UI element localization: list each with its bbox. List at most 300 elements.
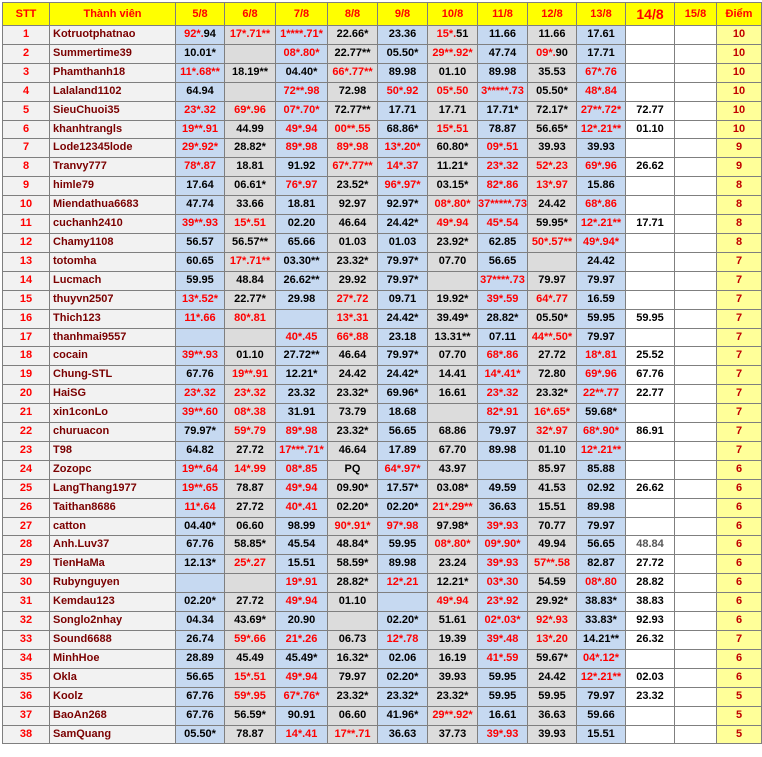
cell-member[interactable]: himle79 xyxy=(50,177,176,196)
cell-prediction[interactable] xyxy=(225,404,276,423)
cell-prediction[interactable] xyxy=(176,385,225,404)
cell-prediction[interactable] xyxy=(478,593,528,612)
cell-prediction[interactable] xyxy=(176,177,225,196)
cell-prediction[interactable] xyxy=(577,271,626,290)
cell-prediction[interactable] xyxy=(478,158,528,177)
cell-prediction[interactable] xyxy=(577,479,626,498)
cell-prediction[interactable] xyxy=(378,574,428,593)
cell-points[interactable]: 6 xyxy=(717,460,762,479)
cell-current-day[interactable] xyxy=(626,233,675,252)
cell-prediction[interactable] xyxy=(528,44,577,63)
cell-member[interactable]: Songlo2nhay xyxy=(50,612,176,631)
cell-prediction[interactable] xyxy=(225,649,276,668)
cell-points[interactable]: 9 xyxy=(717,139,762,158)
cell-prediction[interactable] xyxy=(478,290,528,309)
cell-member[interactable]: cuchanh2410 xyxy=(50,215,176,234)
cell-prediction[interactable] xyxy=(276,574,328,593)
cell-prediction[interactable] xyxy=(225,44,276,63)
cell-prediction[interactable] xyxy=(528,347,577,366)
cell-prediction[interactable] xyxy=(577,687,626,706)
cell-prediction[interactable] xyxy=(176,631,225,650)
cell-prediction[interactable] xyxy=(478,649,528,668)
cell-prediction[interactable] xyxy=(577,649,626,668)
cell-prediction[interactable] xyxy=(328,120,378,139)
cell-stt[interactable]: 12 xyxy=(3,233,50,252)
cell-prediction[interactable] xyxy=(176,196,225,215)
cell-member[interactable]: Lode12345lode xyxy=(50,139,176,158)
cell-prediction[interactable] xyxy=(225,196,276,215)
header-date[interactable]: 5/8 xyxy=(176,3,225,26)
cell-current-day[interactable] xyxy=(626,290,675,309)
cell-prediction[interactable] xyxy=(176,347,225,366)
cell-stt[interactable]: 18 xyxy=(3,347,50,366)
cell-prediction[interactable] xyxy=(225,347,276,366)
cell-stt[interactable]: 24 xyxy=(3,460,50,479)
cell-member[interactable]: Rubynguyen xyxy=(50,574,176,593)
cell-prediction[interactable] xyxy=(225,460,276,479)
header-date[interactable]: 13/8 xyxy=(577,3,626,26)
cell-prediction[interactable] xyxy=(478,385,528,404)
cell-prediction[interactable] xyxy=(328,612,378,631)
cell-prediction[interactable] xyxy=(428,44,478,63)
cell-current-day[interactable]: 17.71 xyxy=(626,215,675,234)
cell-prediction[interactable] xyxy=(225,441,276,460)
cell-prediction[interactable] xyxy=(528,82,577,101)
cell-stt[interactable]: 26 xyxy=(3,498,50,517)
cell-points[interactable]: 7 xyxy=(717,385,762,404)
cell-points[interactable]: 9 xyxy=(717,158,762,177)
cell-prediction[interactable] xyxy=(577,101,626,120)
cell-points[interactable]: 6 xyxy=(717,612,762,631)
cell-prediction[interactable] xyxy=(577,574,626,593)
cell-current-day[interactable]: 38.83 xyxy=(626,593,675,612)
cell-current-day[interactable] xyxy=(626,441,675,460)
cell-points[interactable]: 10 xyxy=(717,26,762,45)
cell-prediction[interactable] xyxy=(478,347,528,366)
cell-prediction[interactable] xyxy=(577,328,626,347)
cell-prediction[interactable] xyxy=(577,177,626,196)
cell-prediction[interactable] xyxy=(378,252,428,271)
cell-prediction[interactable] xyxy=(378,196,428,215)
cell-points[interactable]: 6 xyxy=(717,498,762,517)
cell-prediction[interactable] xyxy=(577,555,626,574)
cell-empty[interactable] xyxy=(675,328,717,347)
cell-empty[interactable] xyxy=(675,574,717,593)
cell-prediction[interactable] xyxy=(176,517,225,536)
cell-prediction[interactable] xyxy=(478,612,528,631)
cell-current-day[interactable]: 67.76 xyxy=(626,366,675,385)
cell-prediction[interactable] xyxy=(176,574,225,593)
header-date[interactable]: 15/8 xyxy=(675,3,717,26)
header-date[interactable]: 7/8 xyxy=(276,3,328,26)
cell-prediction[interactable] xyxy=(176,725,225,744)
cell-prediction[interactable] xyxy=(225,631,276,650)
cell-prediction[interactable] xyxy=(478,517,528,536)
cell-empty[interactable] xyxy=(675,706,717,725)
cell-prediction[interactable] xyxy=(276,385,328,404)
cell-prediction[interactable] xyxy=(276,252,328,271)
cell-member[interactable]: Chamy1108 xyxy=(50,233,176,252)
cell-current-day[interactable]: 86.91 xyxy=(626,423,675,442)
cell-prediction[interactable] xyxy=(176,82,225,101)
cell-empty[interactable] xyxy=(675,26,717,45)
cell-prediction[interactable] xyxy=(225,612,276,631)
cell-prediction[interactable] xyxy=(428,347,478,366)
cell-points[interactable]: 7 xyxy=(717,347,762,366)
cell-prediction[interactable] xyxy=(528,555,577,574)
cell-prediction[interactable] xyxy=(528,271,577,290)
cell-prediction[interactable] xyxy=(478,555,528,574)
cell-prediction[interactable] xyxy=(577,44,626,63)
cell-points[interactable]: 10 xyxy=(717,44,762,63)
header-date[interactable]: 9/8 xyxy=(378,3,428,26)
cell-prediction[interactable] xyxy=(225,177,276,196)
cell-points[interactable]: 7 xyxy=(717,309,762,328)
cell-prediction[interactable] xyxy=(328,668,378,687)
cell-prediction[interactable] xyxy=(176,271,225,290)
cell-prediction[interactable] xyxy=(176,328,225,347)
cell-prediction[interactable] xyxy=(378,460,428,479)
cell-prediction[interactable] xyxy=(276,612,328,631)
cell-prediction[interactable] xyxy=(176,479,225,498)
cell-prediction[interactable] xyxy=(378,612,428,631)
cell-points[interactable]: 7 xyxy=(717,423,762,442)
cell-member[interactable]: Kotruotphatnao xyxy=(50,26,176,45)
cell-points[interactable]: 7 xyxy=(717,271,762,290)
cell-member[interactable]: totomha xyxy=(50,252,176,271)
cell-prediction[interactable] xyxy=(577,26,626,45)
cell-prediction[interactable] xyxy=(276,555,328,574)
cell-prediction[interactable] xyxy=(328,328,378,347)
cell-prediction[interactable] xyxy=(176,498,225,517)
cell-prediction[interactable] xyxy=(225,309,276,328)
cell-prediction[interactable] xyxy=(478,309,528,328)
cell-points[interactable]: 7 xyxy=(717,290,762,309)
cell-prediction[interactable] xyxy=(478,177,528,196)
cell-prediction[interactable] xyxy=(378,82,428,101)
cell-prediction[interactable] xyxy=(225,479,276,498)
cell-prediction[interactable] xyxy=(225,158,276,177)
cell-prediction[interactable] xyxy=(428,612,478,631)
cell-prediction[interactable] xyxy=(378,404,428,423)
cell-member[interactable]: TienHaMa xyxy=(50,555,176,574)
cell-prediction[interactable] xyxy=(577,309,626,328)
cell-prediction[interactable] xyxy=(378,347,428,366)
cell-current-day[interactable]: 01.10 xyxy=(626,120,675,139)
cell-prediction[interactable] xyxy=(176,649,225,668)
cell-prediction[interactable] xyxy=(528,631,577,650)
cell-points[interactable]: 10 xyxy=(717,82,762,101)
cell-prediction[interactable] xyxy=(276,328,328,347)
cell-prediction[interactable] xyxy=(428,668,478,687)
cell-prediction[interactable] xyxy=(276,101,328,120)
cell-member[interactable]: thanhmai9557 xyxy=(50,328,176,347)
cell-prediction[interactable] xyxy=(577,536,626,555)
cell-prediction[interactable] xyxy=(176,441,225,460)
cell-prediction[interactable] xyxy=(428,725,478,744)
cell-prediction[interactable] xyxy=(328,423,378,442)
cell-prediction[interactable] xyxy=(225,725,276,744)
cell-member[interactable]: T98 xyxy=(50,441,176,460)
cell-stt[interactable]: 32 xyxy=(3,612,50,631)
cell-stt[interactable]: 3 xyxy=(3,63,50,82)
cell-prediction[interactable] xyxy=(577,593,626,612)
cell-current-day[interactable] xyxy=(626,196,675,215)
cell-prediction[interactable] xyxy=(577,215,626,234)
cell-points[interactable]: 6 xyxy=(717,536,762,555)
cell-prediction[interactable] xyxy=(378,479,428,498)
cell-current-day[interactable] xyxy=(626,517,675,536)
cell-empty[interactable] xyxy=(675,498,717,517)
cell-member[interactable]: Chung-STL xyxy=(50,366,176,385)
cell-empty[interactable] xyxy=(675,44,717,63)
cell-stt[interactable]: 7 xyxy=(3,139,50,158)
cell-empty[interactable] xyxy=(675,555,717,574)
cell-prediction[interactable] xyxy=(378,215,428,234)
cell-member[interactable]: BaoAn268 xyxy=(50,706,176,725)
cell-empty[interactable] xyxy=(675,120,717,139)
cell-prediction[interactable] xyxy=(328,441,378,460)
cell-points[interactable]: 7 xyxy=(717,404,762,423)
cell-prediction[interactable] xyxy=(478,423,528,442)
cell-prediction[interactable] xyxy=(378,536,428,555)
cell-prediction[interactable] xyxy=(328,366,378,385)
header-date[interactable]: 8/8 xyxy=(328,3,378,26)
cell-prediction[interactable] xyxy=(478,271,528,290)
cell-prediction[interactable] xyxy=(276,290,328,309)
cell-prediction[interactable] xyxy=(328,687,378,706)
cell-points[interactable]: 8 xyxy=(717,177,762,196)
cell-prediction[interactable] xyxy=(528,120,577,139)
cell-prediction[interactable] xyxy=(428,63,478,82)
cell-prediction[interactable] xyxy=(528,177,577,196)
cell-prediction[interactable] xyxy=(478,441,528,460)
cell-prediction[interactable] xyxy=(276,649,328,668)
cell-prediction[interactable] xyxy=(378,26,428,45)
cell-points[interactable]: 7 xyxy=(717,441,762,460)
cell-prediction[interactable] xyxy=(176,687,225,706)
cell-member[interactable]: Miendathua6683 xyxy=(50,196,176,215)
cell-prediction[interactable] xyxy=(528,215,577,234)
cell-prediction[interactable] xyxy=(225,82,276,101)
cell-prediction[interactable] xyxy=(276,347,328,366)
cell-empty[interactable] xyxy=(675,347,717,366)
cell-prediction[interactable] xyxy=(528,101,577,120)
cell-prediction[interactable] xyxy=(328,290,378,309)
cell-prediction[interactable] xyxy=(577,139,626,158)
cell-stt[interactable]: 8 xyxy=(3,158,50,177)
cell-current-day[interactable] xyxy=(626,328,675,347)
cell-prediction[interactable] xyxy=(276,668,328,687)
cell-prediction[interactable] xyxy=(378,385,428,404)
cell-prediction[interactable] xyxy=(478,196,528,215)
cell-current-day[interactable]: 27.72 xyxy=(626,555,675,574)
cell-prediction[interactable] xyxy=(528,725,577,744)
cell-prediction[interactable] xyxy=(428,687,478,706)
cell-current-day[interactable] xyxy=(626,252,675,271)
cell-prediction[interactable] xyxy=(225,574,276,593)
cell-prediction[interactable] xyxy=(328,44,378,63)
cell-prediction[interactable] xyxy=(276,479,328,498)
cell-prediction[interactable] xyxy=(328,82,378,101)
cell-prediction[interactable] xyxy=(225,120,276,139)
cell-prediction[interactable] xyxy=(577,612,626,631)
cell-prediction[interactable] xyxy=(528,593,577,612)
cell-points[interactable]: 7 xyxy=(717,252,762,271)
cell-prediction[interactable] xyxy=(328,196,378,215)
cell-prediction[interactable] xyxy=(328,177,378,196)
cell-empty[interactable] xyxy=(675,101,717,120)
cell-stt[interactable]: 10 xyxy=(3,196,50,215)
cell-prediction[interactable] xyxy=(225,385,276,404)
cell-prediction[interactable] xyxy=(378,139,428,158)
cell-member[interactable]: Taithan8686 xyxy=(50,498,176,517)
cell-current-day[interactable] xyxy=(626,44,675,63)
cell-prediction[interactable] xyxy=(428,177,478,196)
cell-prediction[interactable] xyxy=(577,158,626,177)
cell-prediction[interactable] xyxy=(428,158,478,177)
cell-prediction[interactable] xyxy=(378,233,428,252)
cell-points[interactable]: 6 xyxy=(717,479,762,498)
cell-stt[interactable]: 2 xyxy=(3,44,50,63)
cell-prediction[interactable] xyxy=(378,649,428,668)
cell-prediction[interactable] xyxy=(428,82,478,101)
cell-points[interactable]: 6 xyxy=(717,668,762,687)
cell-prediction[interactable] xyxy=(528,139,577,158)
cell-prediction[interactable] xyxy=(528,385,577,404)
cell-prediction[interactable] xyxy=(528,309,577,328)
cell-prediction[interactable] xyxy=(428,631,478,650)
cell-current-day[interactable] xyxy=(626,139,675,158)
cell-prediction[interactable] xyxy=(528,668,577,687)
cell-stt[interactable]: 14 xyxy=(3,271,50,290)
cell-prediction[interactable] xyxy=(428,385,478,404)
cell-prediction[interactable] xyxy=(328,555,378,574)
cell-points[interactable]: 6 xyxy=(717,517,762,536)
cell-current-day[interactable] xyxy=(626,649,675,668)
cell-current-day[interactable]: 26.62 xyxy=(626,479,675,498)
header-member[interactable]: Thành viên xyxy=(50,3,176,26)
cell-stt[interactable]: 1 xyxy=(3,26,50,45)
cell-points[interactable]: 5 xyxy=(717,706,762,725)
cell-member[interactable]: Okla xyxy=(50,668,176,687)
cell-prediction[interactable] xyxy=(276,536,328,555)
cell-prediction[interactable] xyxy=(328,347,378,366)
cell-prediction[interactable] xyxy=(528,404,577,423)
cell-prediction[interactable] xyxy=(328,252,378,271)
cell-stt[interactable]: 27 xyxy=(3,517,50,536)
cell-prediction[interactable] xyxy=(428,271,478,290)
cell-member[interactable]: Lalaland1102 xyxy=(50,82,176,101)
cell-empty[interactable] xyxy=(675,479,717,498)
cell-prediction[interactable] xyxy=(225,687,276,706)
cell-prediction[interactable] xyxy=(176,423,225,442)
cell-current-day[interactable] xyxy=(626,725,675,744)
cell-prediction[interactable] xyxy=(478,687,528,706)
cell-prediction[interactable] xyxy=(328,460,378,479)
cell-prediction[interactable] xyxy=(328,536,378,555)
cell-empty[interactable] xyxy=(675,366,717,385)
cell-prediction[interactable] xyxy=(428,233,478,252)
header-stt[interactable]: STT xyxy=(3,3,50,26)
cell-stt[interactable]: 33 xyxy=(3,631,50,650)
cell-member[interactable]: Lucmach xyxy=(50,271,176,290)
cell-prediction[interactable] xyxy=(328,26,378,45)
cell-prediction[interactable] xyxy=(577,706,626,725)
cell-prediction[interactable] xyxy=(577,404,626,423)
cell-member[interactable]: thuyvn2507 xyxy=(50,290,176,309)
cell-empty[interactable] xyxy=(675,252,717,271)
header-date[interactable]: 6/8 xyxy=(225,3,276,26)
cell-prediction[interactable] xyxy=(176,536,225,555)
cell-prediction[interactable] xyxy=(276,631,328,650)
cell-empty[interactable] xyxy=(675,649,717,668)
cell-prediction[interactable] xyxy=(428,423,478,442)
cell-current-day[interactable]: 92.93 xyxy=(626,612,675,631)
cell-prediction[interactable] xyxy=(577,668,626,687)
cell-current-day[interactable]: 26.62 xyxy=(626,158,675,177)
header-date[interactable]: 10/8 xyxy=(428,3,478,26)
header-points[interactable]: Điểm xyxy=(717,3,762,26)
cell-prediction[interactable] xyxy=(378,290,428,309)
cell-prediction[interactable] xyxy=(478,404,528,423)
cell-prediction[interactable] xyxy=(328,309,378,328)
cell-stt[interactable]: 30 xyxy=(3,574,50,593)
cell-prediction[interactable] xyxy=(478,63,528,82)
cell-points[interactable]: 10 xyxy=(717,101,762,120)
cell-prediction[interactable] xyxy=(478,536,528,555)
cell-prediction[interactable] xyxy=(577,385,626,404)
cell-prediction[interactable] xyxy=(378,725,428,744)
cell-prediction[interactable] xyxy=(428,479,478,498)
cell-points[interactable]: 5 xyxy=(717,687,762,706)
cell-prediction[interactable] xyxy=(478,706,528,725)
cell-prediction[interactable] xyxy=(328,271,378,290)
cell-stt[interactable]: 31 xyxy=(3,593,50,612)
cell-points[interactable]: 10 xyxy=(717,120,762,139)
cell-prediction[interactable] xyxy=(225,517,276,536)
cell-prediction[interactable] xyxy=(428,101,478,120)
cell-current-day[interactable] xyxy=(626,271,675,290)
cell-points[interactable]: 10 xyxy=(717,63,762,82)
cell-prediction[interactable] xyxy=(528,649,577,668)
cell-prediction[interactable] xyxy=(577,252,626,271)
cell-prediction[interactable] xyxy=(276,498,328,517)
cell-empty[interactable] xyxy=(675,687,717,706)
cell-prediction[interactable] xyxy=(176,404,225,423)
cell-prediction[interactable] xyxy=(528,252,577,271)
cell-prediction[interactable] xyxy=(428,26,478,45)
cell-prediction[interactable] xyxy=(176,460,225,479)
cell-member[interactable]: Thich123 xyxy=(50,309,176,328)
cell-empty[interactable] xyxy=(675,177,717,196)
cell-prediction[interactable] xyxy=(478,252,528,271)
cell-prediction[interactable] xyxy=(328,215,378,234)
cell-prediction[interactable] xyxy=(528,233,577,252)
cell-prediction[interactable] xyxy=(528,26,577,45)
cell-prediction[interactable] xyxy=(478,120,528,139)
cell-prediction[interactable] xyxy=(428,290,478,309)
cell-prediction[interactable] xyxy=(276,215,328,234)
cell-current-day[interactable] xyxy=(626,404,675,423)
cell-prediction[interactable] xyxy=(528,687,577,706)
cell-empty[interactable] xyxy=(675,158,717,177)
cell-prediction[interactable] xyxy=(577,423,626,442)
cell-prediction[interactable] xyxy=(176,706,225,725)
cell-prediction[interactable] xyxy=(276,404,328,423)
header-date[interactable]: 12/8 xyxy=(528,3,577,26)
cell-prediction[interactable] xyxy=(577,196,626,215)
